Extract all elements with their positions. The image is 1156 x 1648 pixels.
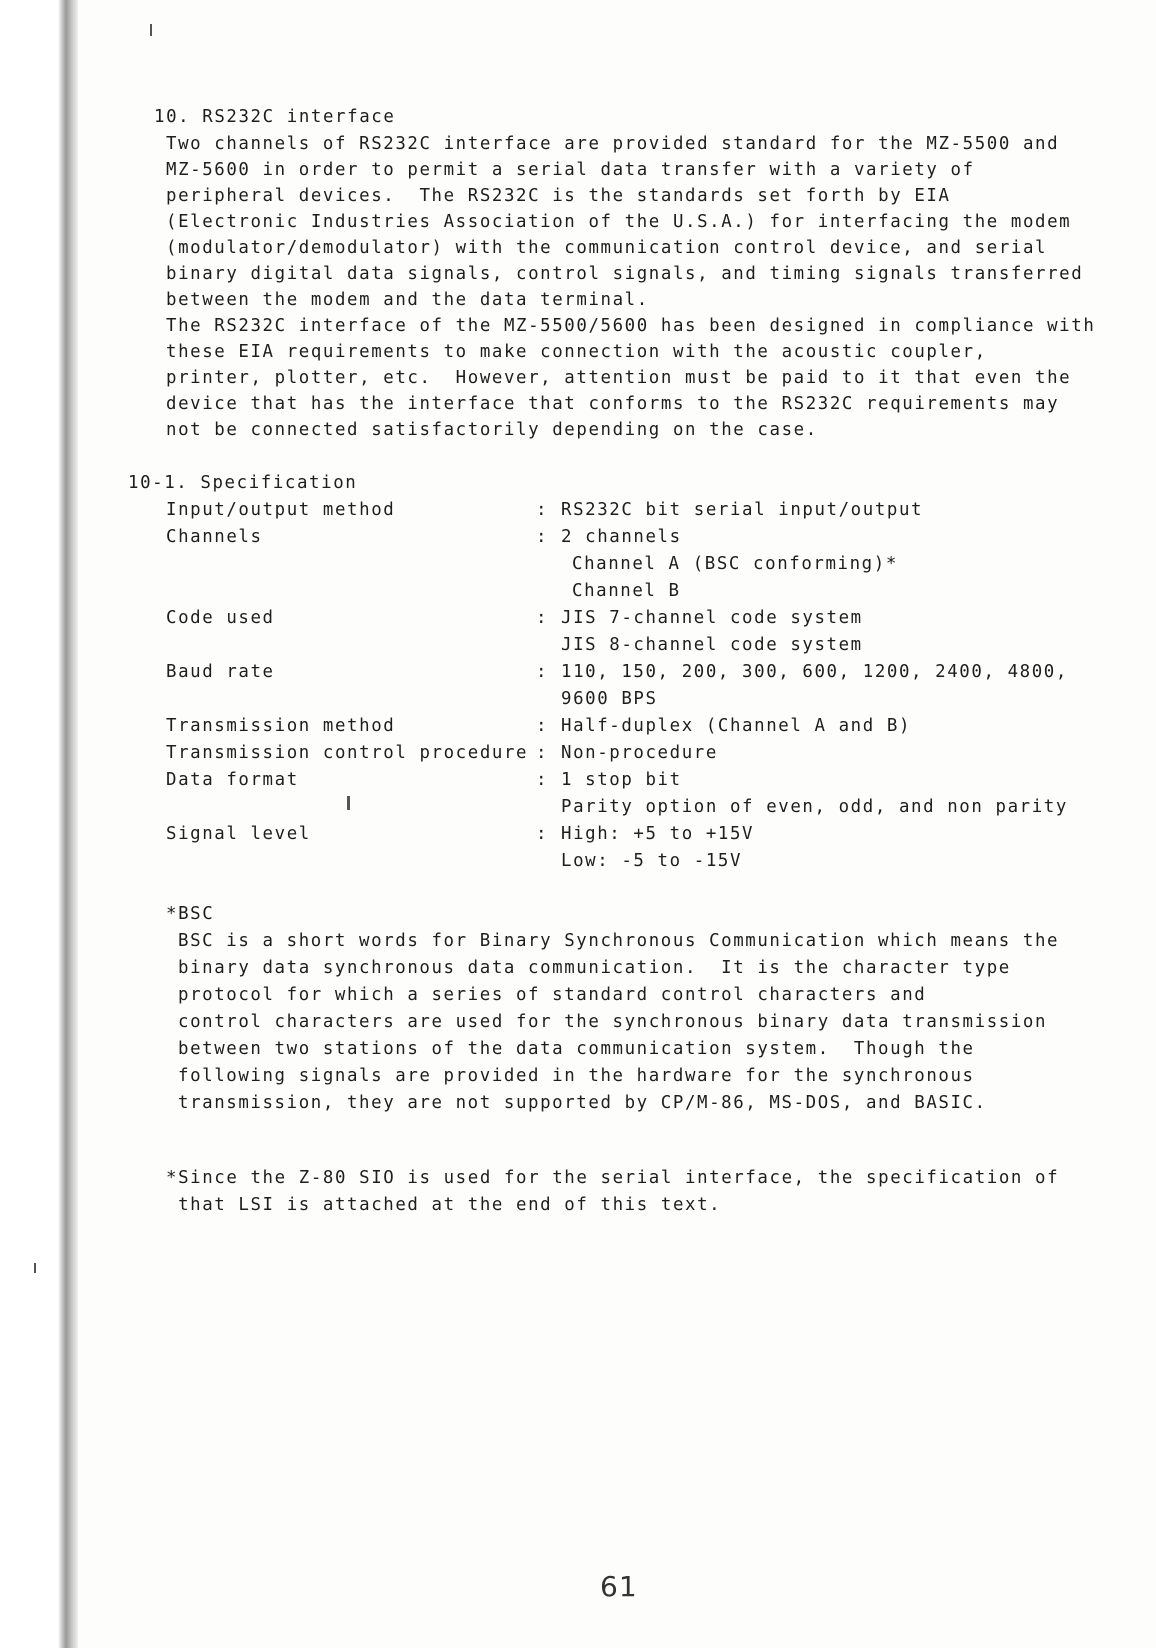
spec-label: Transmission method xyxy=(166,716,396,736)
spec-value-extra: Low: -5 to -15V xyxy=(561,851,743,871)
note-line: binary data synchronous data communication. It is the character type xyxy=(178,958,1011,978)
spec-label: Data format xyxy=(166,770,299,790)
spec-colon: : xyxy=(536,662,549,682)
spec-colon: : xyxy=(536,770,549,790)
paragraph-line: (Electronic Industries Association of the U.S.A.) for interfacing the modem xyxy=(166,212,1072,232)
paragraph-line: peripheral devices. The RS232C is the standards set forth by EIA xyxy=(166,186,951,206)
spec-label: Channels xyxy=(166,527,263,547)
spec-value: 2 channels xyxy=(561,527,682,547)
paragraph-line: (modulator/demodulator) with the communication control device, and serial xyxy=(166,238,1048,258)
paragraph-line: these EIA requirements to make connection with the acoustic coupler, xyxy=(166,342,987,362)
spec-value: 110, 150, 200, 300, 600, 1200, 2400, 4800, xyxy=(561,662,1068,682)
spec-value: Non-procedure xyxy=(561,743,718,763)
spec-colon: : xyxy=(536,500,549,520)
paragraph-line: binary digital data signals, control signals, and timing signals transferred xyxy=(166,264,1084,284)
spec-colon: : xyxy=(536,716,549,736)
paragraph-line: printer, plotter, etc. However, attention must be paid to it that even the xyxy=(166,368,1072,388)
spec-colon: : xyxy=(536,608,549,628)
spec-value-extra: Channel B xyxy=(572,581,681,601)
page-number: 61 xyxy=(600,1570,638,1603)
paragraph-line: not be connected satisfactorily depending on the case. xyxy=(166,420,818,440)
note-line: following signals are provided in the hardware for the synchronous xyxy=(178,1066,975,1086)
spec-value-extra: Parity option of even, odd, and non parity xyxy=(561,797,1068,817)
paragraph-line: Two channels of RS232C interface are provided standard for the MZ-5500 and xyxy=(166,134,1060,154)
paragraph-line: between the modem and the data terminal. xyxy=(166,290,649,310)
note-line: that LSI is attached at the end of this text. xyxy=(166,1195,722,1215)
note-line: between two stations of the data communication system. Though the xyxy=(178,1039,975,1059)
bsc-note-title: *BSC xyxy=(166,904,215,924)
spec-label: Code used xyxy=(166,608,275,628)
spec-value-extra: 9600 BPS xyxy=(561,689,658,709)
spec-value: RS232C bit serial input/output xyxy=(561,500,924,520)
spec-label: Input/output method xyxy=(166,500,396,520)
spec-value: Half-duplex (Channel A and B) xyxy=(561,716,912,736)
paragraph-line: The RS232C interface of the MZ-5500/5600 has been designed in compliance with xyxy=(166,316,1096,336)
paragraph-line: device that has the interface that conforms to the RS232C requirements may xyxy=(166,394,1060,414)
section-title: 10. RS232C interface xyxy=(154,107,396,127)
spec-title: 10-1. Specification xyxy=(128,473,358,493)
spec-colon: : xyxy=(536,743,549,763)
spec-label: Signal level xyxy=(166,824,311,844)
spec-label: Transmission control procedure xyxy=(166,743,529,763)
spec-value: JIS 7-channel code system xyxy=(561,608,863,628)
note-line: *Since the Z-80 SIO is used for the serial interface, the specification of xyxy=(166,1168,1060,1188)
paragraph-line: MZ-5600 in order to permit a serial data transfer with a variety of xyxy=(166,160,975,180)
note-line: BSC is a short words for Binary Synchronous Communication which means the xyxy=(178,931,1060,951)
note-line: control characters are used for the synchronous binary data transmission xyxy=(178,1012,1048,1032)
spec-value-extra: JIS 8-channel code system xyxy=(561,635,863,655)
spec-value: 1 stop bit xyxy=(561,770,682,790)
spec-value-extra: Channel A (BSC conforming)* xyxy=(572,554,898,574)
spec-colon: : xyxy=(536,824,549,844)
note-line: transmission, they are not supported by CP/M-86, MS-DOS, and BASIC. xyxy=(178,1093,987,1113)
note-line: protocol for which a series of standard control characters and xyxy=(178,985,927,1005)
spec-label: Baud rate xyxy=(166,662,275,682)
spec-value: High: +5 to +15V xyxy=(561,824,755,844)
spec-colon: : xyxy=(536,527,549,547)
